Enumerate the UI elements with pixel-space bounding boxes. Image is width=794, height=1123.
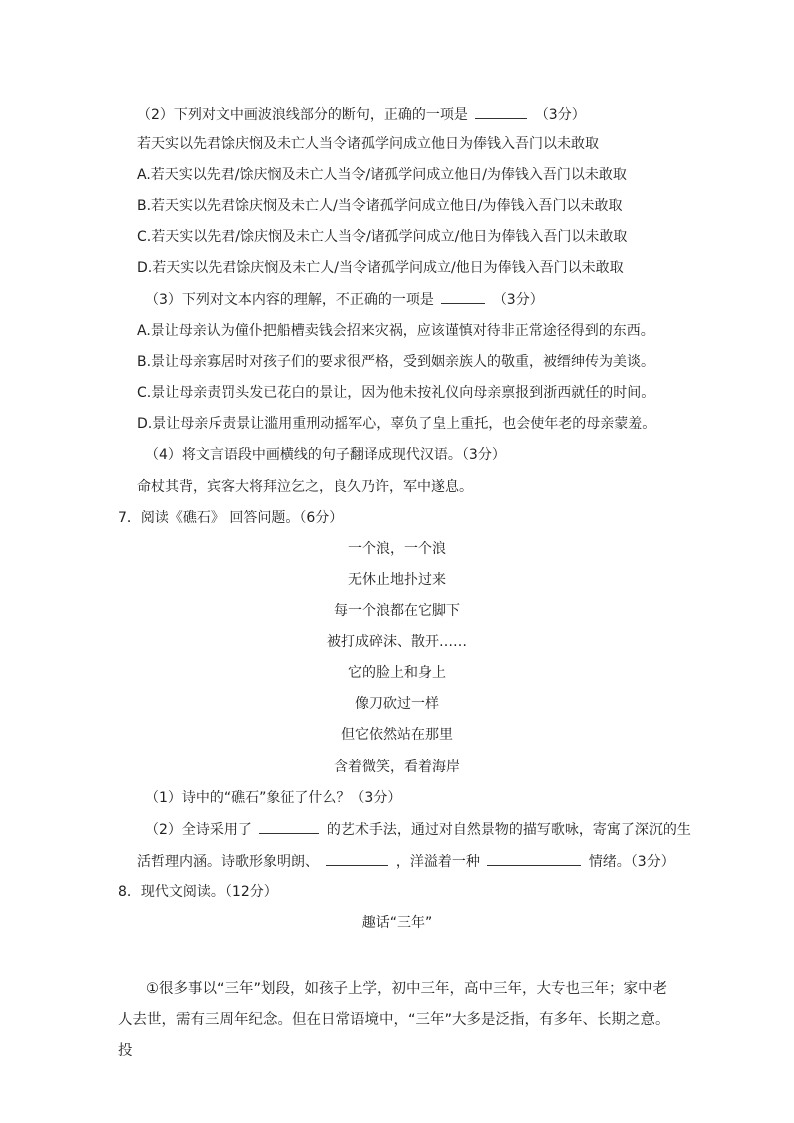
- poem-line: 含着微笑，看着海岸: [334, 759, 460, 775]
- poem-line: 被打成碎沫、散开……: [327, 634, 467, 650]
- q6-sub2-text: 若天实以先君馀庆悯及未亡人当令诸孤学问成立他日为俸钱入吾门以未敢取: [137, 136, 599, 152]
- q7-sub2-question-cont: 活哲理内涵。诗歌形象明朗、 ，洋溢着一种 情绪。（3分）: [137, 851, 675, 872]
- poem-line: 像刀砍过一样: [355, 696, 439, 712]
- q6-sub4-text: 命杖其背，宾客大将拜泣乞之，良久乃许，军中遂息。: [137, 479, 473, 495]
- option-a: A.景让母亲认为僮仆把船槽卖钱会招来灾祸，应该谨慎对待非正常途径得到的东西。: [137, 323, 655, 339]
- option-d: D.景让母亲斥责景让滥用重刑动摇军心，辜负了皇上重托，也会使年老的母亲蒙羞。: [137, 416, 657, 432]
- option-c: C.若天实以先君/馀庆悯及未亡人当令/诸孤学问成立/他日为俸钱入吾门以未敢取: [137, 229, 628, 245]
- option-b: B.景让母亲寡居时对孩子们的要求很严格，受到姻亲族人的敬重，被缙绅传为美谈。: [137, 354, 656, 370]
- q7-sub2-question: （2）全诗采用了 的艺术手法，通过对自然景物的描写歌咏，寄寓了深沉的生: [145, 819, 691, 840]
- poem-line: 每一个浪都在它脚下: [334, 603, 460, 619]
- q8-heading: 8．现代文阅读。（12分）: [118, 884, 278, 900]
- option-d: D.若天实以先君馀庆悯及未亡人/当令诸孤学问成立/他日为俸钱入吾门以未敢取: [137, 260, 624, 276]
- poem-line: 无休止地扑过来: [348, 572, 446, 588]
- option-b: B.若天实以先君馀庆悯及未亡人/当令诸孤学问成立他日/为俸钱入吾门以未敢取: [137, 198, 623, 214]
- answer-blank[interactable]: [475, 104, 527, 119]
- answer-blank[interactable]: [259, 819, 319, 834]
- answer-blank[interactable]: [441, 289, 485, 304]
- poem-line: 它的脸上和身上: [348, 665, 446, 681]
- article-title: 趣话“三年”: [361, 915, 433, 931]
- poem-line: 但它依然站在那里: [341, 727, 453, 743]
- q7-sub1-question: （1）诗中的“礁石”象征了什么？（3分）: [145, 790, 402, 806]
- q6-sub4-question: （4）将文言语段中画横线的句子翻译成现代汉语。（3分）: [145, 447, 506, 463]
- q6-sub2-question: （2）下列对文中画波浪线部分的断句，正确的一项是 （3分）: [137, 104, 586, 125]
- q7-heading: 7．阅读《礁石》 回答问题。（6分）: [118, 510, 344, 526]
- option-c: C.景让母亲责罚头发已花白的景让，因为他未按礼仪向母亲禀报到浙西就任的时间。: [137, 385, 656, 401]
- q6-sub3-question: （3）下列对文本内容的理解，不正确的一项是 （3分）: [145, 289, 544, 310]
- option-a: A.若天实以先君/馀庆悯及未亡人当令/诸孤学问成立他日/为俸钱入吾门以未敢取: [137, 167, 627, 183]
- answer-blank[interactable]: [326, 851, 388, 866]
- answer-blank[interactable]: [487, 851, 581, 866]
- poem-line: 一个浪，一个浪: [348, 541, 446, 557]
- article-paragraph: ①很多事以“三年”划段，如孩子上学，初中三年，高中三年，大专也三年；家中老人去世，需有三周年纪念。但在日常语境中，“三年”大多是泛指，有多年、长期之意。投: [118, 981, 670, 1059]
